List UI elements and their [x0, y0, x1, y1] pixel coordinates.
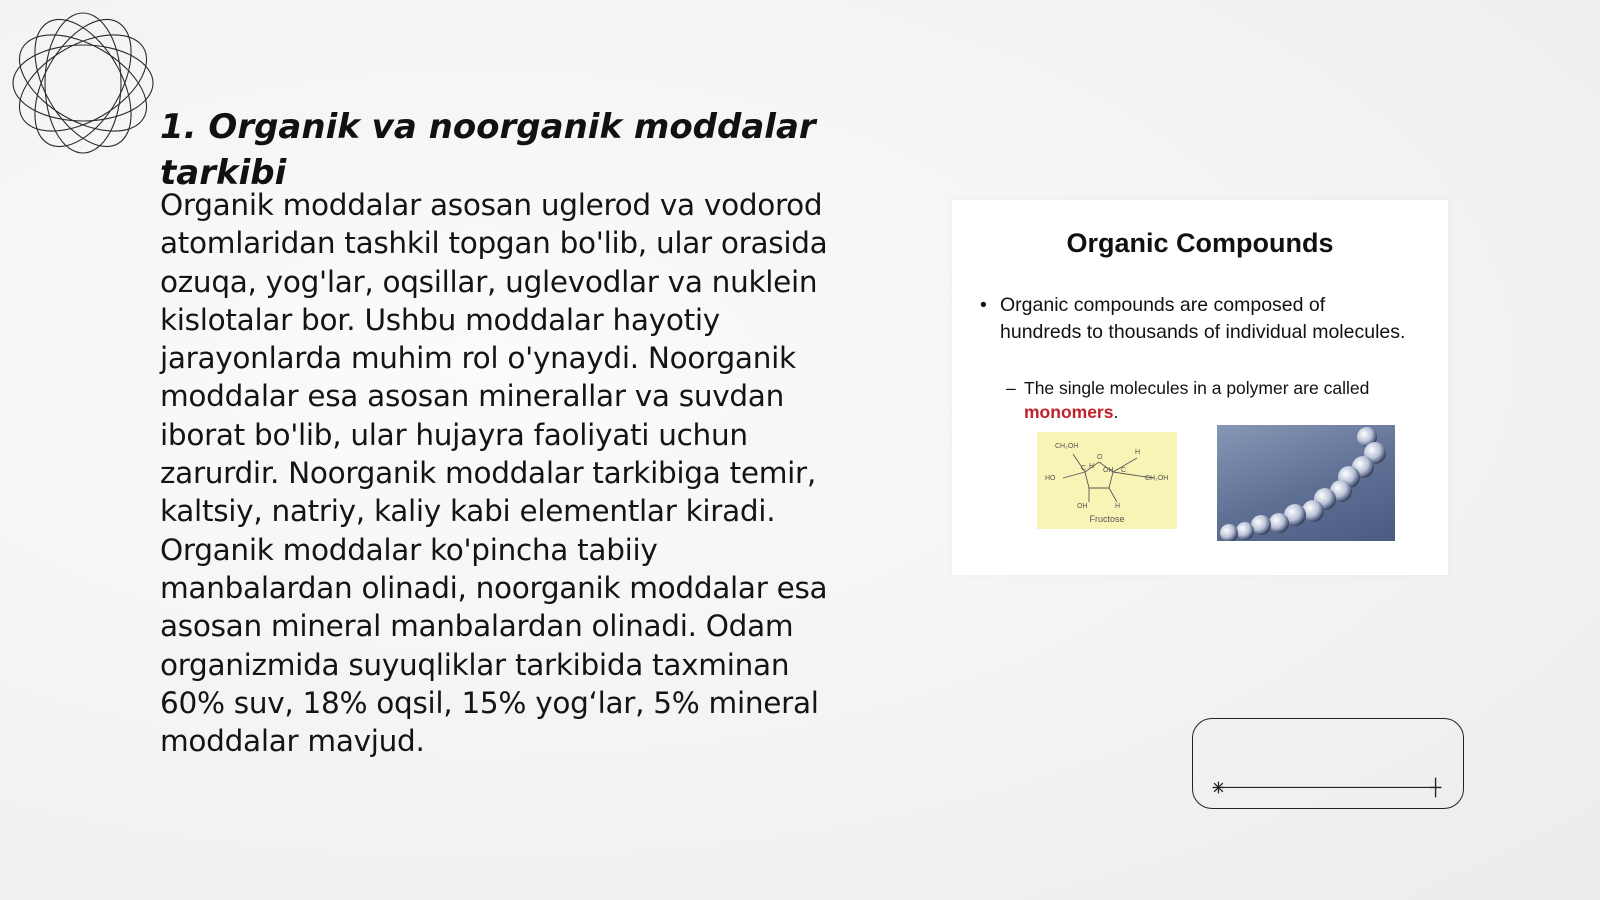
slide-body-text: Organik moddalar asosan uglerod va vodorod atomlaridan tashkil topgan bo'lib, ular orasida ozuqa, yog'lar, oqsillar, uglevodlar va nuklein kislotalar bor. Ushbu moddalar hayotiy jarayonlarda muhim rol o'ynaydi. Noorganik moddalar esa asosan minerallar va suvdan iborat bo'lib, ular hujayra faoliyati uchun zarurdir. Noorganik moddalar tarkibiga temir, kaltsiy, natriy, kaliy kabi elementlar kiradi. Organik moddalar ko'pincha tabiiy manbalardan olinadi, noorganik moddalar esa asosan mineral manbalardan olinadi. Odam organizmida suyuqliklar tarkibida taxminan 60% suv, 18% oqsil, 15% yog‘lar, 5% mineral moddalar mavjud. — [160, 188, 828, 759]
bullet-marker: • — [980, 294, 987, 316]
fructose-label: Fructose — [1089, 514, 1125, 524]
svg-text:H: H — [1135, 449, 1141, 456]
subbullet-end: . — [1113, 402, 1119, 422]
monomers-highlight: monomers — [1024, 402, 1114, 422]
svg-text:H: H — [1115, 503, 1121, 510]
slide-nav-decoration — [1192, 718, 1464, 809]
svg-text:CH₂OH: CH₂OH — [1145, 475, 1169, 482]
svg-text:HO: HO — [1045, 475, 1056, 482]
embedded-slide-title: Organic Compounds — [1066, 228, 1334, 258]
circular-ornament-icon — [8, 8, 158, 158]
svg-text:OH: OH — [1077, 503, 1088, 510]
subbullet-text: The single molecules in a polymer are called — [1024, 378, 1370, 398]
svg-text:CH₂OH: CH₂OH — [1055, 443, 1079, 450]
svg-text:H: H — [1089, 463, 1095, 470]
embedded-slide-subbullet — [1006, 376, 1426, 424]
svg-text:C: C — [1081, 465, 1087, 472]
embedded-slide-bullet — [980, 292, 1410, 346]
svg-text:O: O — [1097, 454, 1103, 461]
subbullet-marker: – — [1006, 378, 1016, 398]
sparkle-line-icon — [1193, 719, 1463, 808]
svg-text:C: C — [1121, 467, 1127, 474]
fructose-structure-image — [1037, 432, 1177, 529]
bullet-text: Organic compounds are composed of hundreds to thousands of individual molecules. — [1000, 294, 1406, 343]
slide-title: 1. Organik va noorganik moddalar tarkibi — [160, 107, 816, 193]
polymer-chain-image — [1217, 425, 1395, 541]
svg-text:OH: OH — [1103, 467, 1114, 474]
embedded-slide-image — [952, 200, 1448, 575]
